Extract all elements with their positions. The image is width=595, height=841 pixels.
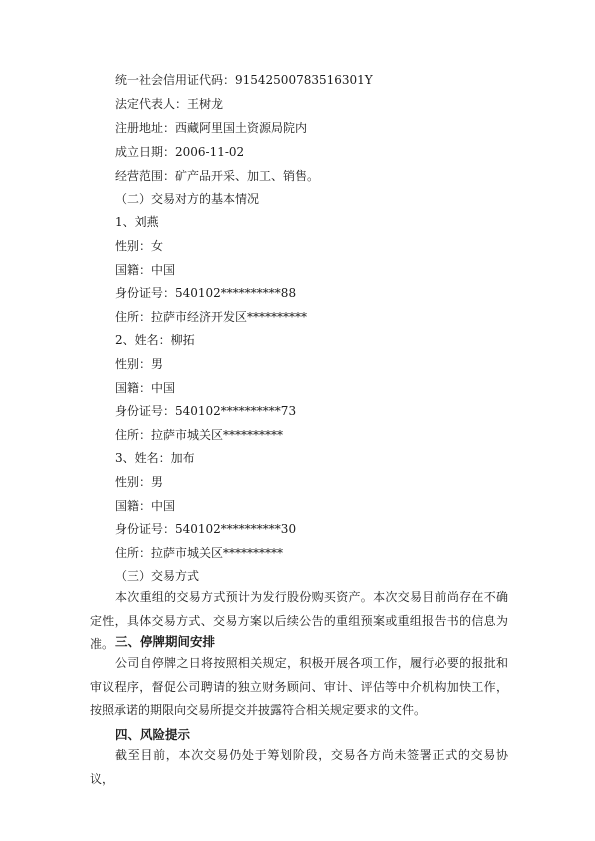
registered-address: 注册地址：西藏阿里国土资源局院内: [115, 121, 308, 135]
method-title: （三）交易方式: [115, 569, 200, 583]
person-1-nationality: 国籍：中国: [115, 263, 176, 277]
person-1-gender: 性别：女: [115, 239, 164, 253]
section-4-paragraph: 截至目前，本次交易仍处于筹划阶段，交易各方尚未签署正式的交易协议，: [90, 748, 508, 786]
section-3-paragraph: 公司自停牌之日将按照相关规定，积极开展各项工作，履行必要的报批和审议程序，督促公司聘请的独立财务顾问、审计、评估等中介机构加快工作，按照承诺的期限向交易所提交并披露符合相关规定要求的文件。: [90, 656, 508, 718]
method-paragraph: 本次重组的交易方式预计为发行股份购买资产。本次交易目前尚存在不确定性，具体交易方式、交易方案以后续公告的重组预案或重组报告书的信息为准。: [90, 590, 508, 652]
person-1-id: 身份证号：540102**********88: [115, 286, 297, 300]
person-3-nationality: 国籍：中国: [115, 499, 176, 513]
section-4-heading: 四、风险提示: [115, 727, 191, 742]
person-3-gender: 性别：男: [115, 475, 164, 489]
person-2-name: 2、姓名：柳拓: [115, 333, 195, 347]
person-2-gender: 性别：男: [115, 357, 164, 371]
person-2-residence: 住所：拉萨市城关区**********: [115, 428, 284, 442]
person-1-name: 1、刘燕: [115, 215, 159, 229]
counterparty-title: （二）交易对方的基本情况: [115, 192, 260, 206]
person-1-residence: 住所：拉萨市经济开发区**********: [115, 310, 308, 324]
business-scope: 经营范围：矿产品开采、加工、销售。: [115, 169, 320, 183]
credit-code: 统一社会信用证代码：91542500783516301Y: [115, 73, 373, 87]
section-3-heading: 三、停牌期间安排: [115, 634, 216, 649]
founded-date: 成立日期：2006-11-02: [115, 145, 245, 159]
person-3-name: 3、姓名：加布: [115, 451, 195, 465]
person-2-id: 身份证号：540102**********73: [115, 404, 297, 418]
person-3-residence: 住所：拉萨市城关区**********: [115, 546, 284, 560]
legal-representative: 法定代表人：王树龙: [115, 97, 224, 111]
person-3-id: 身份证号：540102**********30: [115, 522, 297, 536]
person-2-nationality: 国籍：中国: [115, 381, 176, 395]
